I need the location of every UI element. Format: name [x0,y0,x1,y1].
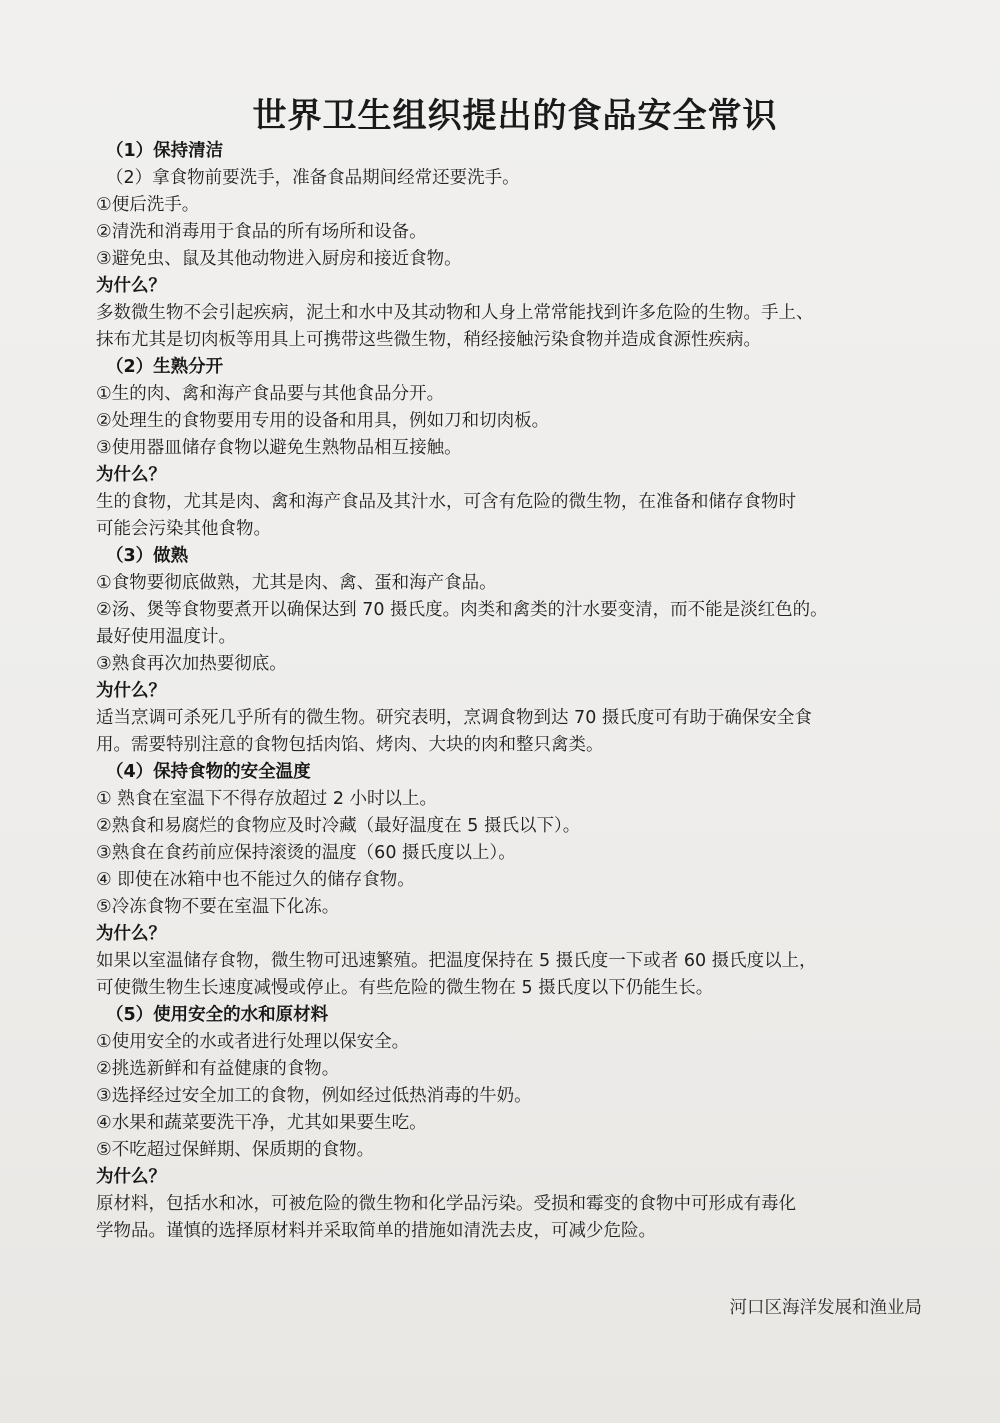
section-3-why-label: 为什么？ [96,681,166,701]
section-3-item: ③熟食再次加热要彻底。 [96,654,287,674]
section-1-why-label: 为什么？ [96,276,166,296]
section-4-item: ⑤冷冻食物不要在室温下化冻。 [96,897,340,917]
section-3-why-text: 用。需要特别注意的食物包括肉馅、烤肉、大块的肉和整只禽类。 [96,735,604,755]
section-1-item: ②清洗和消毒用于食品的所有场所和设备。 [96,222,427,242]
section-1-item: ③避免虫、鼠及其他动物进入厨房和接近食物。 [96,249,462,269]
section-4-why-text: 如果以室温储存食物，微生物可迅速繁殖。把温度保持在 5 摄氏度一下或者 60 摄氏度以上， [96,951,817,971]
section-5-item: ①使用安全的水或者进行处理以保安全。 [96,1032,410,1052]
section-3-heading: （3）做熟 [106,546,189,566]
section-3-item: 最好使用温度计。 [96,627,236,647]
section-3-why-text: 适当烹调可杀死几乎所有的微生物。研究表明，烹调食物到达 70 摄氏度可有助于确保安全食 [96,708,812,728]
section-1-item: （2）拿食物前要洗手，准备食品期间经常还要洗手。 [106,168,520,188]
section-2-item: ①生的肉、禽和海产食品要与其他食品分开。 [96,384,445,404]
section-2-heading: （2）生熟分开 [106,357,224,377]
section-5-item: ④水果和蔬菜要洗干净，尤其如果要生吃。 [96,1113,427,1133]
section-5-heading: （5）使用安全的水和原材料 [106,1005,329,1025]
section-5-why-label: 为什么？ [96,1167,166,1187]
section-2-why-text: 生的食物，尤其是肉、禽和海产食品及其汁水，可含有危险的微生物，在准备和储存食物时 [96,492,796,512]
section-4-item: ④ 即使在冰箱中也不能过久的储存食物。 [96,870,415,890]
section-5-item: ②挑选新鲜和有益健康的食物。 [96,1059,340,1079]
section-2-why-text: 可能会污染其他食物。 [96,519,271,539]
section-2-why-label: 为什么？ [96,465,166,485]
section-1-why-text: 抹布尤其是切肉板等用具上可携带这些微生物，稍经接触污染食物并造成食源性疾病。 [96,330,761,350]
section-3-item: ①食物要彻底做熟，尤其是肉、禽、蛋和海产食品。 [96,573,497,593]
section-5-item: ⑤不吃超过保鲜期、保质期的食物。 [96,1140,375,1160]
section-4-item: ③熟食在食药前应保持滚烫的温度（60 摄氏度以上）。 [96,843,516,863]
section-1-item: ①便后洗手。 [96,195,200,215]
page-title: 世界卫生组织提出的食品安全常识 [252,96,778,136]
section-4-why-text: 可使微生物生长速度减慢或停止。有些危险的微生物在 5 摄氏度以下仍能生长。 [96,978,714,998]
section-4-item: ②熟食和易腐烂的食物应及时冷藏（最好温度在 5 摄氏以下）。 [96,816,581,836]
section-3-item: ②汤、煲等食物要煮开以确保达到 70 摄氏度。肉类和禽类的汁水要变清，而不能是淡红色的。 [96,600,828,620]
section-2-item: ③使用器皿储存食物以避免生熟物品相互接触。 [96,438,462,458]
section-4-item: ① 熟食在室温下不得存放超过 2 小时以上。 [96,789,438,809]
section-5-why-text: 原材料，包括水和冰，可被危险的微生物和化学品污染。受损和霉变的食物中可形成有毒化 [96,1194,796,1214]
section-1-why-text: 多数微生物不会引起疾病，泥土和水中及其动物和人身上常常能找到许多危险的生物。手上、 [96,303,814,323]
issuer-signature: 河口区海洋发展和渔业局 [729,1298,922,1318]
document-body [96,138,936,1245]
section-4-why-label: 为什么？ [96,924,166,944]
section-2-item: ②处理生的食物要用专用的设备和用具，例如刀和切肉板。 [96,411,550,431]
section-1-heading: （1）保持清洁 [106,141,224,161]
section-5-item: ③选择经过安全加工的食物，例如经过低热消毒的牛奶。 [96,1086,532,1106]
section-4-heading: （4）保持食物的安全温度 [106,762,311,782]
section-5-why-text: 学物品。谨慎的选择原材料并采取简单的措施如清洗去皮，可减少危险。 [96,1221,656,1241]
